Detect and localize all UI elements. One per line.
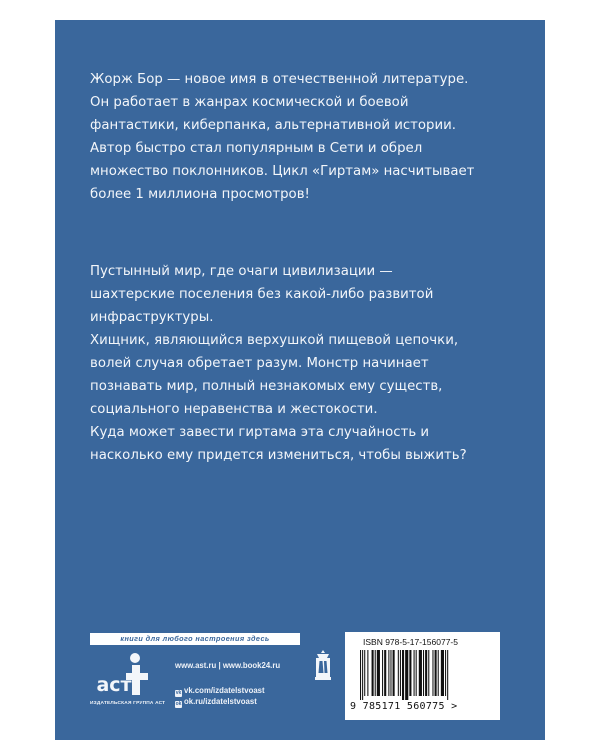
barcode-bar	[390, 650, 391, 696]
barcode-bar	[400, 650, 401, 696]
vk-icon: vk	[175, 690, 182, 696]
barcode-bar	[377, 650, 380, 696]
publisher-logo	[90, 651, 166, 721]
barcode-bar	[393, 650, 395, 696]
barcode-bar	[409, 650, 411, 696]
bio-line: более 1 миллиона просмотров!	[90, 187, 310, 202]
publisher-name: ИЗДАТЕЛЬСКАЯ ГРУППА АСТ	[90, 701, 166, 706]
barcode-bar	[402, 650, 404, 700]
barcode-bar	[447, 650, 448, 700]
barcode-panel	[345, 632, 500, 720]
bio-line: множество поклонников. Цикл «Гиртам» насчитывает	[90, 164, 475, 179]
back-cover	[55, 20, 545, 740]
ast-logo-icon	[96, 651, 156, 699]
synopsis-body	[90, 329, 535, 467]
website-link[interactable]: www.ast.ru | www.book24.ru	[175, 661, 281, 670]
barcode-bar	[388, 650, 389, 696]
lantern-icon	[314, 649, 332, 681]
barcode-icon	[358, 650, 486, 700]
barcode-bar	[364, 650, 365, 696]
bio-line: Он работает в жанрах космической и боевой	[90, 95, 409, 110]
synopsis-line: социального неравенства и жестокости.	[90, 402, 378, 417]
bio-line: Жорж Бор — новое имя в отечественной литературе.	[90, 72, 469, 87]
synopsis-line: Хищник, являющийся верхушкой пищевой цепочки,	[90, 333, 459, 348]
barcode-bar	[398, 650, 399, 696]
barcode-bar	[375, 650, 376, 696]
synopsis-line: инфраструктуры.	[90, 310, 214, 325]
logo-text: аст	[96, 674, 132, 696]
synopsis-line: Куда может завести гиртама эта случайность и	[90, 425, 430, 440]
bio-line: фантастики, киберпанка, альтернативной истории.	[90, 118, 456, 133]
barcode-bar	[360, 650, 361, 700]
barcode-number: 9 785171 560775 >	[350, 701, 458, 712]
barcode-bar	[435, 650, 437, 696]
barcode-bar	[441, 650, 444, 696]
barcode-bar	[405, 650, 408, 700]
tagline-strip: книги для любого настроения здесь	[90, 633, 300, 645]
vk-row	[175, 685, 280, 696]
barcode-bar	[432, 650, 433, 696]
author-bio	[90, 68, 535, 206]
barcode-bar	[445, 650, 446, 696]
barcode-bar	[428, 650, 429, 696]
barcode-bar	[414, 650, 415, 696]
synopsis-line: волей случая обретает разум. Монстр начинает	[90, 356, 429, 371]
barcode-bar	[419, 650, 422, 696]
barcode-bar	[416, 650, 417, 696]
barcode-bar	[438, 650, 439, 696]
synopsis-line: насколько ему придется измениться, чтобы выжить?	[90, 448, 467, 463]
barcode-bar	[367, 650, 368, 696]
barcode-bar	[423, 650, 424, 696]
barcode-bar	[425, 650, 427, 696]
synopsis-intro	[90, 260, 535, 329]
isbn-label: ISBN 978-5-17-156077-5	[363, 637, 458, 647]
barcode-bar	[384, 650, 386, 696]
synopsis-line: шахтерские поселения без какой-либо развитой	[90, 287, 434, 302]
ok-link[interactable]: ok.ru/izdatelstvoast	[184, 697, 257, 706]
barcode-bar	[382, 650, 383, 696]
synopsis-line: Пустынный мир, где очаги цивилизации —	[90, 264, 393, 279]
ok-row	[175, 696, 280, 707]
barcode-bar	[362, 650, 363, 700]
synopsis-line: познавать мир, полный незнакомых ему существ,	[90, 379, 443, 394]
vk-link[interactable]: vk.com/izdatelstvoast	[184, 686, 265, 695]
bio-line: Автор быстро стал популярным в Сети и обрел	[90, 141, 423, 156]
barcode-bar	[372, 650, 374, 696]
publisher-links	[175, 660, 280, 707]
ok-icon: ok	[175, 701, 182, 707]
